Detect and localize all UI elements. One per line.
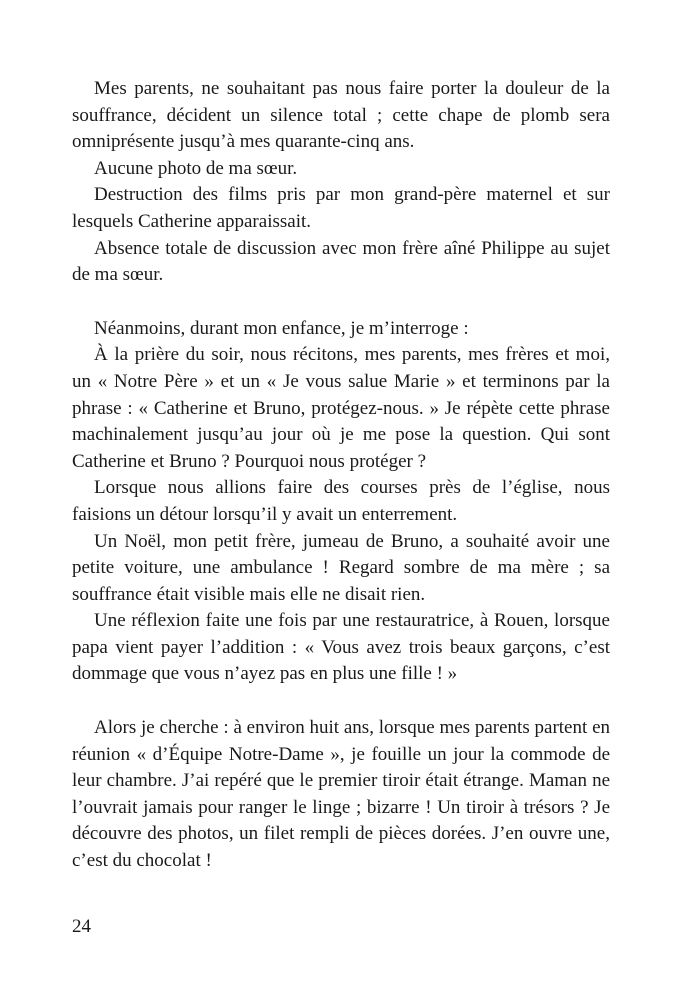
page-body [72, 76, 610, 875]
paragraph-no-discussion: Absence totale de discussion avec mon frère aîné Philippe au sujet de ma sœur. [72, 237, 610, 286]
page-number: 24 [72, 916, 91, 937]
paragraph-christmas: Un Noël, mon petit frère, jumeau de Bruno, a souhaité avoir une petite voiture, une ambulance ! Regard sombre de ma mère ; sa souffrance était visible mais elle ne disait rien. [72, 530, 610, 605]
section-break [72, 688, 610, 715]
paragraph-films-destroyed: Destruction des films pris par mon grand-père maternel et sur lesquels Catherine apparaissait. [72, 184, 610, 232]
paragraph-no-photo: Aucune photo de ma sœur. [94, 157, 298, 179]
paragraph-restaurant: Une réflexion faite une fois par une restauratrice, à Rouen, lorsque papa vient payer l’addition : « Vous avez trois beaux garçons, c’est dommage que vous n’ayez pas en plus une fille ! » [72, 610, 610, 685]
section-break [72, 289, 610, 316]
paragraph-questioning: Néanmoins, durant mon enfance, je m’interroge : [94, 317, 469, 339]
paragraph-silence: Mes parents, ne souhaitant pas nous faire porter la douleur de la souffrance, décident un silence total ; cette chape de plomb sera omniprésente jusqu’à mes quarante-cinq ans. [72, 78, 610, 153]
paragraph-drawer: Alors je cherche : à environ huit ans, lorsque mes parents partent en réunion « d’Équipe Notre-Dame », je fouille un jour la commode de leur chambre. J’ai repéré que le premier tiroir était étrange. Maman ne l’ouvrait jamais pour ranger le linge ; bizarre ! Un tiroir à trésors ? Je découvre des photos, un filet rempli de pièces dorées. J’en ouvre une, c’est du chocolat ! [72, 717, 610, 872]
paragraph-evening-prayer: À la prière du soir, nous récitons, mes parents, mes frères et moi, un « Notre Père » et un « Je vous salue Marie » et terminons par la phrase : « Catherine et Bruno, protégez-nous. » Je répète cette phrase machinalement jusqu’au jour où je me pose la question. Qui sont Catherine et Bruno ? Pourquoi nous protéger ? [72, 344, 610, 472]
paragraph-church-detour: Lorsque nous allions faire des courses près de l’église, nous faisions un détour lorsqu’il y avait un enterrement. [72, 477, 610, 525]
